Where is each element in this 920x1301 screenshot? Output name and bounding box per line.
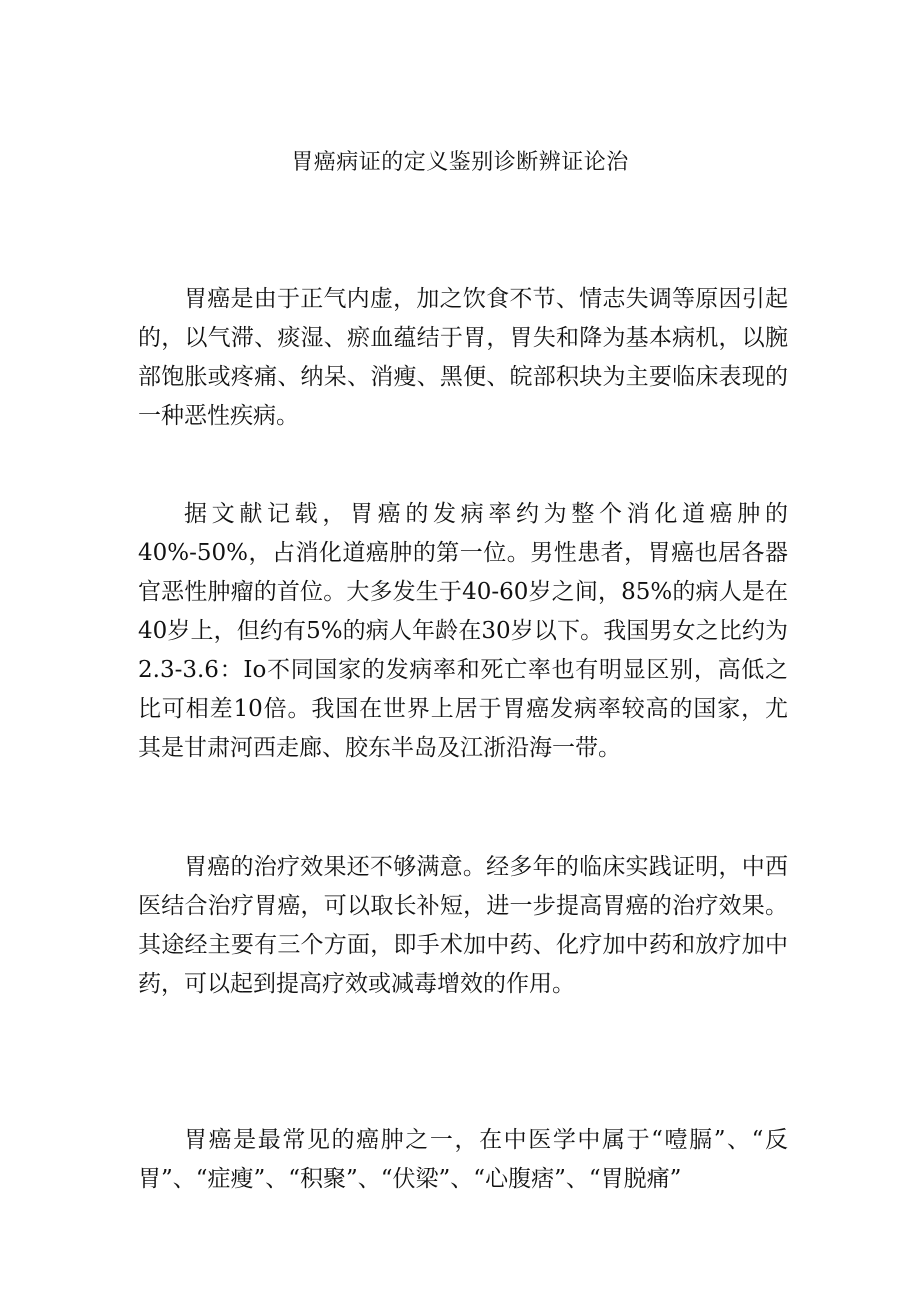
paragraph-classification: 胃癌是最常见的癌肿之一，在中医学中属于“噎膈”、“反胃”、“症瘦”、“积聚”、“伏梁”、“心腹痞”、“胃脱痛” [138,1127,788,1192]
paragraph-epidemiology: 据文献记载，胃癌的发病率约为整个消化道癌肿的40%-50%，占消化道癌肿的第一位。男性患者，胃癌也居各器官恶性肿瘤的首位。大多发生于40-60岁之间，85%的病人是在40岁上，但约有5%的病人年龄在30岁以下。我国男女之比约为2.3-3.6：Io不同国家的发病率和死亡率也有明显区别，高低之比可相差10倍。我国在世界上居于胃癌发病率较高的国家，尤其是甘肃河西走廊、胶东半岛及江浙沿海一带。 [138,501,788,761]
paragraph-treatment: 胃癌的治疗效果还不够满意。经多年的临床实践证明，中西医结合治疗胃癌，可以取长补短，进一步提高胃癌的治疗效果。其途经主要有三个方面，即手术加中药、化疗加中药和放疗加中药，可以起到提高疗效或减毒增效的作用。 [138,854,788,997]
paragraph-definition: 胃癌是由于正气内虚，加之饮食不节、情志失调等原因引起的，以气滞、痰湿、瘀血蕴结于胃，胃失和降为基本病机，以腕部饱胀或疼痛、纳呆、消瘦、黑便、皖部积块为主要临床表现的一种恶性疾病。 [138,286,788,429]
document-title: 胃癌病证的定义鉴别诊断辨证论治 [291,150,629,175]
